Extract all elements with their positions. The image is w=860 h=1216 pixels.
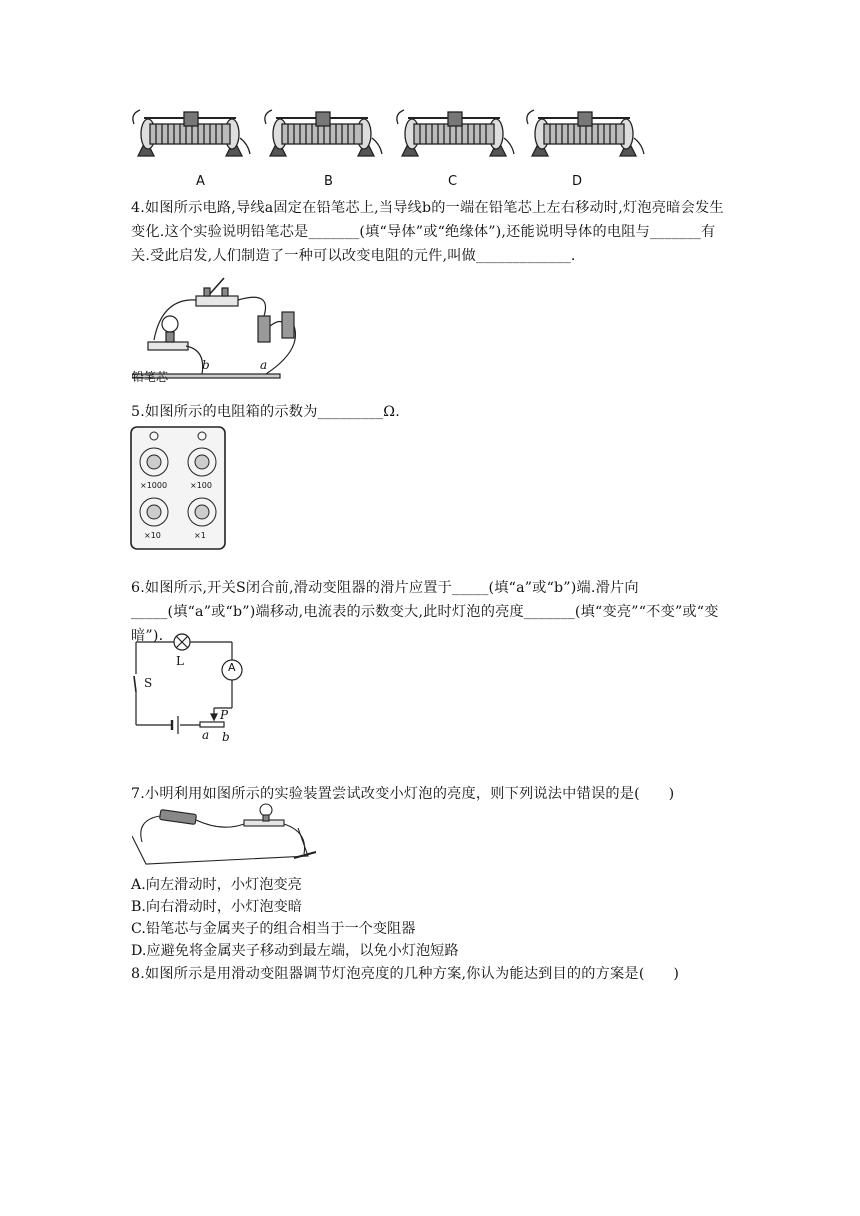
- bulb-pencil-drawing: [132, 802, 318, 868]
- switch-label: S: [144, 676, 153, 690]
- question-4: 4.如图所示电路,导线a固定在铅笔芯上,当导线b的一端在铅笔芯上左右移动时,灯泡亮暗会发生变化.这个实验说明铅笔芯是_______(填“导体”或“绝缘体”),还能说明导体的电阻与_______有关.受此启发,人们制造了一种可以改变电阻的元件,叫做_____________.: [131, 200, 724, 264]
- wire-b-label: b: [202, 358, 210, 372]
- rheostat-figure: [128, 104, 648, 192]
- wire-a-label: a: [260, 358, 268, 372]
- question-8: 8.如图所示是用滑动变阻器调节灯泡亮度的几种方案,你认为能达到目的的方案是( ): [131, 966, 680, 982]
- rheostat-drawings: [128, 104, 648, 192]
- dial-label-1000: ×1000: [140, 481, 168, 490]
- q7-option-b: B.向右滑动时，小灯泡变暗: [131, 899, 302, 915]
- lamp-label: L: [176, 654, 184, 668]
- slider-label: P: [220, 708, 229, 722]
- q7-option-d: D.应避免将金属夹子移动到最左端，以免小灯泡短路: [131, 943, 459, 959]
- dial-label-100: ×100: [190, 481, 212, 490]
- ammeter-label: A: [228, 661, 236, 674]
- circuit-diagram-figure: [132, 630, 244, 746]
- dial-label-10: ×10: [144, 531, 161, 540]
- question-5: 5.如图所示的电阻箱的示数为_________Ω.: [131, 404, 400, 420]
- question-6: 6.如图所示,开关S闭合前,滑动变阻器的滑片应置于_____(填“a”或“b”)端.滑片向_____(填“a”或“b”)端移动,电流表的示数变大,此时灯泡的亮度_______(填“变亮”“不变”或“变暗”).: [131, 580, 719, 644]
- bulb-pencil-figure: [132, 802, 318, 868]
- pencil-lead-label: 铅笔芯: [132, 370, 169, 384]
- dial-label-1: ×1: [194, 531, 206, 540]
- rheostat-label-b: B: [324, 174, 333, 189]
- pencil-circuit-figure: [132, 270, 312, 386]
- rheostat-label-d: D: [572, 174, 583, 189]
- q7-option-c: C.铅笔芯与金属夹子的组合相当于一个变阻器: [131, 921, 416, 937]
- question-7: 7.小明利用如图所示的实验装置尝试改变小灯泡的亮度，则下列说法中错误的是( ): [131, 786, 675, 802]
- rheostat-label-c: C: [448, 174, 458, 189]
- end-a-label: a: [202, 728, 210, 742]
- q7-option-a: A.向左滑动时，小灯泡变亮: [131, 877, 302, 893]
- resistance-box-figure: [130, 426, 226, 550]
- rheostat-label-a: A: [196, 174, 205, 189]
- end-b-label: b: [222, 730, 230, 744]
